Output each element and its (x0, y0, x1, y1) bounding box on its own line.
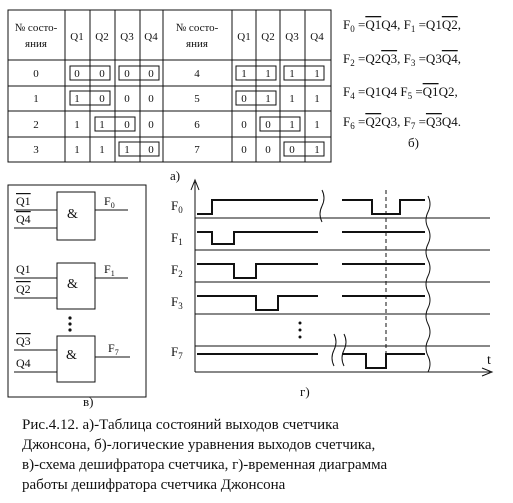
table-cell: 1 (74, 144, 80, 156)
header-state-line2: яния (25, 38, 47, 50)
table-cell: 1 (265, 93, 271, 105)
output-f1: $F_1$ (104, 262, 115, 278)
decoder-schematic (8, 185, 146, 409)
caption-line-1: Рис.4.12. а)-Таблица состояний выходов счетчика (22, 417, 339, 433)
state-number: 7 (194, 144, 200, 156)
table-cell: 1 (314, 119, 320, 131)
equation-line-2: $F_2 =Q2Q3$, $F_3 =Q3Q4$, (343, 51, 461, 68)
input-q1-bar: Q1 (16, 194, 31, 208)
equations (343, 17, 461, 150)
gate-symbol: & (66, 348, 77, 363)
header-state-right-line1: № состо- (175, 22, 219, 34)
time-label: t (487, 353, 491, 368)
gate-f1 (14, 262, 128, 309)
state-number: 6 (194, 119, 200, 131)
label-a: а) (170, 168, 181, 183)
equation-line-4: $F_6 =Q2Q3$, $F_7 =Q3Q4$. (343, 114, 461, 131)
signal-label-f7: $F_7$ (171, 344, 183, 361)
input-q4: Q4 (16, 356, 31, 370)
table-cell: 0 (289, 144, 295, 156)
state-number: 2 (33, 119, 39, 131)
table-cell: 1 (241, 68, 247, 80)
table-cell: 0 (124, 93, 130, 105)
caption-line-4: работы дешифратора счетчика Джонсона (22, 477, 286, 493)
header-right-q2: Q2 (261, 31, 275, 43)
table-cell: 1 (314, 93, 320, 105)
gate-f0 (14, 192, 128, 240)
input-q1: Q1 (16, 262, 31, 276)
header-right-q1: Q1 (237, 31, 251, 43)
input-q3-bar: Q3 (16, 334, 31, 348)
input-q4-bar: Q4 (16, 212, 31, 226)
gate-f7 (14, 334, 130, 382)
state-number: 1 (33, 93, 39, 105)
equation-line-1: $F_0 =Q1Q4$, $F_1 =Q1Q2$, (343, 17, 461, 34)
signal-label-f3: $F_3$ (171, 294, 183, 311)
table-cell: 0 (124, 68, 130, 80)
state-number: 0 (33, 68, 39, 80)
caption-line-2: Джонсона, б)-логические уравнения выходов счетчика, (22, 437, 376, 453)
state-table (8, 10, 331, 183)
gate-symbol: & (67, 207, 78, 222)
header-right-q3: Q3 (285, 31, 299, 43)
gate-symbol: & (67, 277, 78, 292)
input-q2-bar: Q2 (16, 282, 31, 296)
header-right-q4: Q4 (310, 31, 324, 43)
table-cell: 1 (99, 144, 105, 156)
output-f7: $F_7$ (108, 341, 119, 357)
label-b: б) (408, 135, 419, 150)
state-number: 5 (194, 93, 200, 105)
header-state-line1: № состо- (14, 22, 58, 34)
table-cell: 0 (265, 144, 271, 156)
table-cell: 1 (74, 93, 80, 105)
table-cell: 0 (148, 93, 154, 105)
header-state-right-line2: яния (186, 38, 208, 50)
table-cell: 0 (241, 93, 247, 105)
caption-line-3: в)-схема дешифратора счетчика, г)-временная диаграмма (22, 457, 388, 473)
header-q1: Q1 (70, 31, 84, 43)
state-number: 3 (33, 144, 39, 156)
table-cell: 0 (124, 119, 130, 131)
label-v: в) (83, 394, 94, 409)
table-cell: 1 (314, 144, 320, 156)
timing-diagram (171, 180, 492, 399)
table-cell: 1 (124, 144, 130, 156)
table-cell: 1 (265, 68, 271, 80)
table-cell: 1 (289, 119, 295, 131)
table-cell: 0 (148, 68, 154, 80)
signal-label-f0: $F_0$ (171, 198, 183, 215)
table-cell: 1 (74, 119, 80, 131)
table-cell: 0 (148, 119, 154, 131)
figure-caption (22, 417, 388, 493)
table-cell: 1 (314, 68, 320, 80)
header-q2: Q2 (95, 31, 109, 43)
table-cell: 0 (148, 144, 154, 156)
table-cell: 1 (289, 68, 295, 80)
table-cell: 0 (99, 68, 105, 80)
output-f0: $F_0$ (104, 194, 115, 210)
table-cell: 0 (265, 119, 271, 131)
table-cell: 0 (241, 119, 247, 131)
state-number: 4 (194, 68, 200, 80)
equation-line-3: $F_4 =Q1Q4$ $F_5 =Q1Q2$, (343, 84, 458, 101)
header-q4: Q4 (144, 31, 158, 43)
signal-label-f1: $F_1$ (171, 230, 183, 247)
label-g: г) (300, 384, 310, 399)
header-q3: Q3 (120, 31, 134, 43)
table-cell: 0 (241, 144, 247, 156)
signal-label-f2: $F_2$ (171, 262, 183, 279)
table-cell: 1 (99, 119, 105, 131)
table-cell: 0 (99, 93, 105, 105)
table-cell: 0 (74, 68, 80, 80)
table-cell: 1 (289, 93, 295, 105)
